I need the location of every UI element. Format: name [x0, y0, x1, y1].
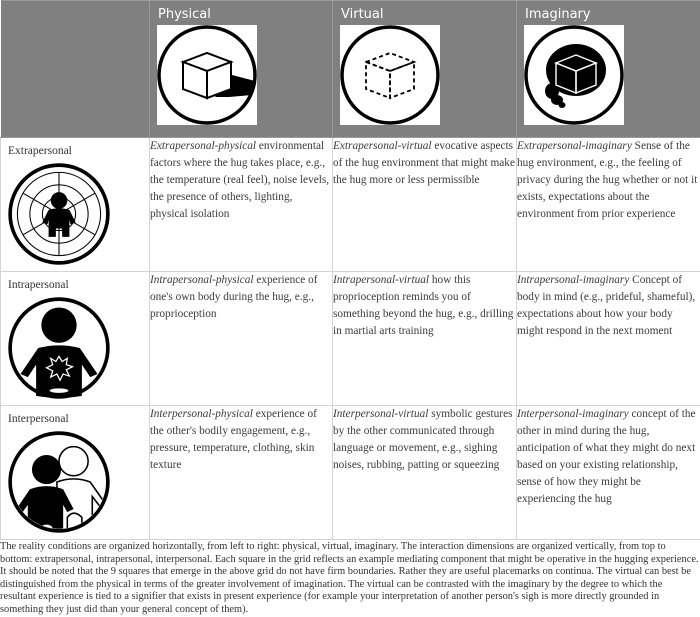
cell-extrapersonal-physical — [150, 138, 333, 272]
cell-text: environmental factors where the hug takes place, e.g., the temperature (real feel), noise levels, the presence of others, lighting, physical isolation — [150, 140, 329, 220]
row-header-extrapersonal — [1, 138, 150, 272]
column-label-virtual: Virtual — [333, 1, 516, 22]
cell-text: Sense of the hug environment, e.g., the feeling of privacy during the hug whether or not it exists, expectations about the environment from prior experience — [517, 140, 697, 220]
header-corner-cell — [1, 1, 150, 138]
interpersonal-two-figures-icon — [7, 430, 111, 534]
row-label-intrapersonal: Intrapersonal — [1, 272, 149, 292]
cell-intrapersonal-physical — [150, 272, 333, 406]
cell-text: symbolic gestures by the other communicated through language or movement, e.g., sighing noises, rubbing, patting or squeezing — [333, 408, 512, 471]
column-header-physical — [150, 1, 333, 138]
table-row-interpersonal — [1, 406, 700, 540]
cell-interpersonal-imaginary — [517, 406, 700, 540]
row-label-interpersonal: Interpersonal — [1, 406, 149, 426]
cell-intrapersonal-imaginary — [517, 272, 700, 406]
column-header-virtual — [333, 1, 517, 138]
cell-term: Extrapersonal-physical — [150, 140, 256, 152]
extrapersonal-target-figure-icon — [7, 162, 111, 266]
cell-term: Intrapersonal-virtual — [333, 274, 429, 286]
row-header-intrapersonal — [1, 272, 150, 406]
cell-intrapersonal-virtual — [333, 272, 517, 406]
cell-text: Concept of body in mind (e.g., prideful, shameful), expectations about how your body might respond in the next moment — [517, 274, 695, 337]
cell-extrapersonal-virtual — [333, 138, 517, 272]
cell-term: Extrapersonal-virtual — [333, 140, 432, 152]
cell-text: experience of the other's bodily engagement, e.g., pressure, temperature, clothing, skin texture — [150, 408, 317, 471]
cell-interpersonal-physical — [150, 406, 333, 540]
row-label-extrapersonal: Extrapersonal — [1, 138, 149, 158]
caption-text: The reality conditions are organized horizontally, from left to right: physical, virtual, imaginary. The interaction dimensions are organized vertically, from top to bottom: extrapersonal, intrapersonal, interpersonal. Each square in the grid reflects an example mediating component that might be operative in the hugging experience. It should be noted that the 9 squares that emerge in the above grid do not have firm boundaries. Rather they are useful placemarks on continua. The virtual can best be distinguished from the physical in terms of the greater involvement of imagination. The virtual can be contrasted with the imaginary by the degree to which the resultant experience is tied to a signifier that exists in present experience (for example your interpretation of another person's sigh is more directly grounded in something they just did than your general concept of them). — [0, 541, 700, 617]
imaginary-thought-cube-icon — [524, 25, 624, 125]
cell-text: experience of one's own body during the hug, e.g., proprioception — [150, 274, 318, 320]
header-row — [1, 1, 700, 138]
cell-text: evocative aspects of the hug environment that might make the hug more or less permissible — [333, 140, 515, 186]
column-label-imaginary: Imaginary — [517, 1, 700, 22]
cell-term: Intrapersonal-imaginary — [517, 274, 629, 286]
cell-text: concept of the other in mind during the hug, anticipation of what they might do next based on your existing relationship, sense of how they might be experiencing the hug — [517, 408, 696, 505]
physical-cube-icon — [157, 25, 257, 125]
table-row-extrapersonal — [1, 138, 700, 272]
intrapersonal-body-burst-icon — [7, 296, 111, 400]
table-caption — [0, 541, 700, 617]
table-row-intrapersonal — [1, 272, 700, 406]
cell-extrapersonal-imaginary — [517, 138, 700, 272]
cell-text: how this proprioception reminds you of something beyond the hug, e.g., drilling in martial arts training — [333, 274, 513, 337]
column-label-physical: Physical — [150, 1, 332, 22]
virtual-dashed-cube-icon — [340, 25, 440, 125]
column-header-imaginary — [517, 1, 700, 138]
cell-term: Extrapersonal-imaginary — [517, 140, 632, 152]
row-header-interpersonal — [1, 406, 150, 540]
cell-term: Intrapersonal-physical — [150, 274, 254, 286]
cell-term: Interpersonal-physical — [150, 408, 253, 420]
cell-term: Interpersonal-imaginary — [517, 408, 629, 420]
cell-term: Interpersonal-virtual — [333, 408, 428, 420]
cell-interpersonal-virtual — [333, 406, 517, 540]
